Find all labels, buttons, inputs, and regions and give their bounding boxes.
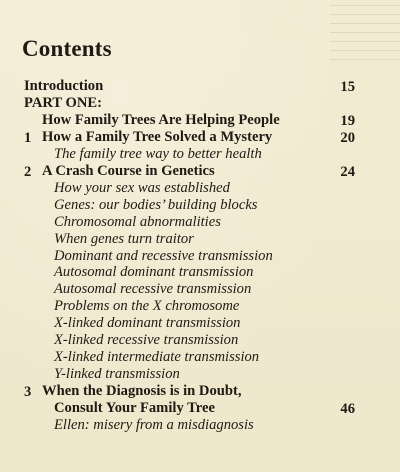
toc-section: X-linked intermediate transmission bbox=[54, 349, 260, 366]
page-number: 20 bbox=[340, 129, 355, 146]
toc-section: X-linked recessive transmission bbox=[54, 332, 239, 349]
chapter-number: 1 bbox=[24, 129, 32, 146]
toc-section: Autosomal recessive transmission bbox=[54, 281, 252, 298]
toc-entry: PART ONE: bbox=[24, 94, 102, 111]
chapter-number: 3 bbox=[24, 384, 32, 401]
chapter-number: 2 bbox=[24, 163, 32, 180]
toc-entry: Introduction bbox=[24, 78, 104, 94]
toc-section: Problems on the X chromosome bbox=[54, 298, 240, 315]
page-number: 46 bbox=[340, 401, 355, 418]
toc-entry: How a Family Tree Solved a Mystery bbox=[42, 128, 273, 145]
toc-section: Ellen: misery from a misdiagnosis bbox=[54, 417, 254, 433]
toc-section: Chromosomal abnormalities bbox=[54, 213, 221, 230]
toc-section: Y-linked transmission bbox=[54, 366, 180, 383]
toc-entry: When the Diagnosis is in Doubt, bbox=[42, 383, 242, 400]
toc-entry: Consult Your Family Tree bbox=[54, 400, 215, 417]
toc-entry: How Family Trees Are Helping People bbox=[42, 111, 280, 128]
page-number: 19 bbox=[340, 112, 355, 129]
page-title: Contents bbox=[22, 36, 112, 61]
toc-section: Dominant and recessive transmission bbox=[54, 247, 273, 264]
page-number: 15 bbox=[340, 79, 355, 95]
toc-section: When genes turn traitor bbox=[54, 230, 194, 247]
toc-section: The family tree way to better health bbox=[54, 145, 262, 162]
toc-section: Autosomal dominant transmission bbox=[54, 264, 254, 281]
toc-section: X-linked dominant transmission bbox=[54, 315, 241, 332]
toc-section: Genes: our bodies’ building blocks bbox=[54, 196, 258, 213]
page-number: 24 bbox=[340, 163, 355, 180]
toc-section: How your sex was established bbox=[54, 179, 230, 196]
toc-entry: A Crash Course in Genetics bbox=[42, 162, 215, 179]
